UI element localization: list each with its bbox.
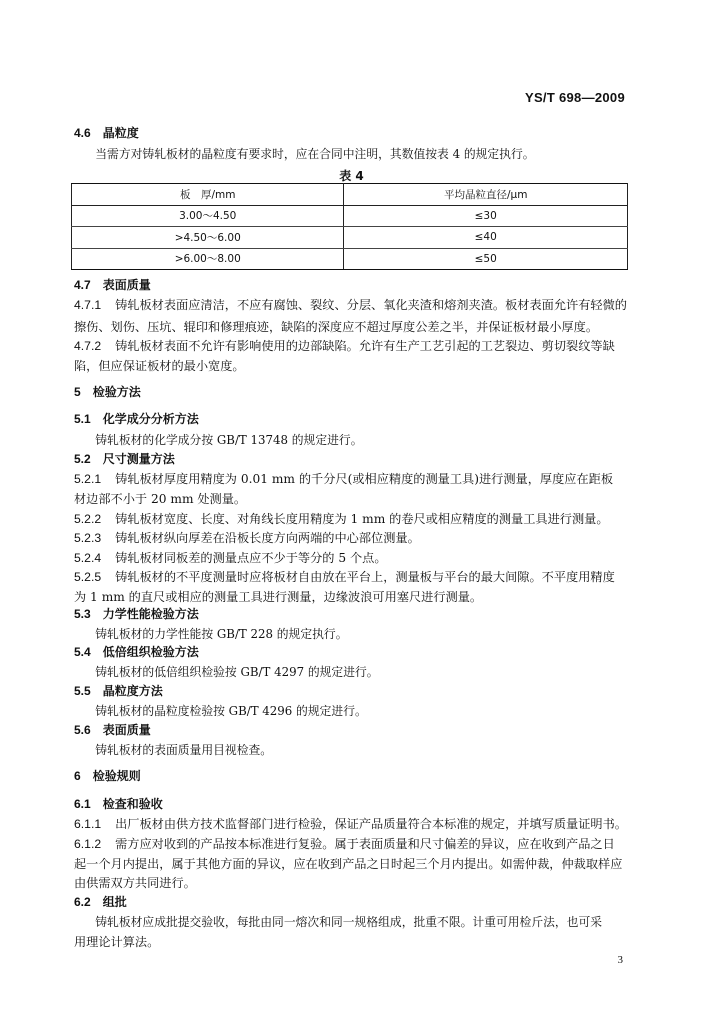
- section-title: 低倍组织检验方法: [102, 645, 199, 659]
- column-header-grain-diameter: 平均晶粒直径/μm: [344, 184, 628, 206]
- section-5-4-text: 铸轧板材的低倍组织检验按 GB/T 4297 的规定进行。: [95, 665, 379, 679]
- section-number: 6.1: [74, 797, 91, 811]
- clause-text: 铸轧板材的不平度测量时应将板材自由放在平台上，测量板与平台的最大间隙。不平度用精度: [115, 570, 615, 584]
- clause-4-7-1-line-2: 擦伤、划伤、压坑、辊印和修理痕迹，缺陷的深度应不超过厚度公差之半，并保证板材最小厚度。: [74, 320, 599, 334]
- section-number: 5.3: [74, 607, 91, 621]
- clause-5-2-4: [74, 549, 630, 567]
- clause-text: 出厂板材由供方技术监督部门进行检验，保证产品质量符合本标准的规定，并填写质量证明书。: [115, 817, 627, 831]
- section-5-3-text: 铸轧板材的力学性能按 GB/T 228 的规定执行。: [95, 627, 348, 641]
- clause-text: 铸轧板材同板差的测量点应不少于等分的 5 个点。: [115, 551, 387, 565]
- clause-5-2-1-line-1: [74, 470, 630, 488]
- section-title: 力学性能检验方法: [102, 607, 199, 621]
- section-number: 5.4: [74, 645, 91, 659]
- section-5-4-heading: [74, 643, 630, 661]
- section-number: 5.5: [74, 684, 91, 698]
- section-5-heading: [74, 383, 630, 401]
- clause-number: 5.2.2: [74, 512, 102, 526]
- cell-grain-diameter: ≤40: [344, 227, 628, 249]
- clause-number: 5.2.1: [74, 472, 102, 486]
- section-5-5-text: 铸轧板材的晶粒度检验按 GB/T 4296 的规定进行。: [95, 704, 367, 718]
- section-title: 晶粒度: [102, 126, 139, 140]
- clause-number: 4.7.2: [74, 339, 102, 353]
- section-number: 5.1: [74, 412, 91, 426]
- section-title: 尺寸测量方法: [102, 452, 175, 466]
- section-5-5-heading: [74, 682, 630, 700]
- section-number: 5.6: [74, 723, 91, 737]
- section-5-3-heading: [74, 605, 630, 623]
- clause-number: 4.7.1: [74, 298, 102, 312]
- clause-number: 5.2.4: [74, 551, 102, 565]
- document-code: YS/T 698—2009: [524, 90, 625, 105]
- table-4: [71, 183, 628, 270]
- clause-4-7-2-line-2: 陷，但应保证板材的最小宽度。: [74, 359, 245, 373]
- clause-6-1-2-line-1: [74, 835, 630, 853]
- section-5-2-heading: [74, 450, 630, 468]
- section-title: 检验方法: [92, 385, 141, 399]
- section-6-1-heading: [74, 795, 630, 813]
- clause-5-2-5-line-2: 为 1 mm 的直尺或相应的测量工具进行测量，边缘波浪可用塞尺进行测量。: [74, 590, 483, 604]
- clause-6-1-1: [74, 815, 630, 833]
- section-6-2-heading: [74, 893, 630, 911]
- section-number: 4.6: [74, 126, 91, 140]
- cell-thickness: 3.00～4.50: [72, 205, 344, 227]
- section-4-6-text: 当需方对铸轧板材的晶粒度有要求时，应在合同中注明，其数值按表 4 的规定执行。: [95, 147, 535, 161]
- section-5-6-text: 铸轧板材的表面质量用目视检查。: [95, 743, 273, 757]
- section-number: 4.7: [74, 278, 91, 292]
- section-5-1-text: 铸轧板材的化学成分按 GB/T 13748 的规定进行。: [95, 433, 363, 447]
- section-title: 表面质量: [102, 278, 151, 292]
- clause-number: 6.1.1: [74, 817, 102, 831]
- section-title: 检验规则: [92, 769, 141, 783]
- clause-6-1-2-line-2: 起一个月内提出，属于其他方面的异议，应在收到产品之日时起三个月内提出。如需仲裁，仲裁取样应: [74, 857, 623, 871]
- clause-number: 5.2.3: [74, 531, 102, 545]
- clause-5-2-5-line-1: [74, 568, 630, 586]
- table-row: [72, 205, 628, 227]
- clause-text: 铸轧板材宽度、长度、对角线长度用精度为 1 mm 的卷尺或相应精度的测量工具进行测量。: [115, 512, 609, 526]
- section-4-6-heading: [74, 124, 630, 142]
- cell-thickness: >4.50～6.00: [72, 227, 344, 249]
- section-number: 5: [74, 385, 81, 399]
- section-number: 6.2: [74, 895, 91, 909]
- table-row: [72, 248, 628, 270]
- column-header-thickness: 板 厚/mm: [72, 184, 344, 206]
- section-5-1-heading: [74, 410, 630, 428]
- page-number: 3: [617, 954, 623, 966]
- table-4-caption: 表 4: [339, 169, 364, 183]
- clause-text: 铸轧板材纵向厚差在沿板长度方向两端的中心部位测量。: [115, 531, 420, 545]
- section-6-2-line-2: 用理论计算法。: [74, 935, 160, 949]
- clause-6-1-2-line-3: 由供需双方共同进行。: [74, 876, 196, 890]
- clause-5-2-2: [74, 510, 630, 528]
- clause-number: 5.2.5: [74, 570, 102, 584]
- clause-5-2-3: [74, 529, 630, 547]
- section-number: 6: [74, 769, 81, 783]
- section-title: 检查和验收: [102, 797, 163, 811]
- clause-5-2-1-line-2: 材边部不小于 20 mm 处测量。: [74, 492, 247, 506]
- section-6-heading: [74, 767, 630, 785]
- table-row: [72, 227, 628, 249]
- section-title: 晶粒度方法: [102, 684, 163, 698]
- clause-text: 需方应对收到的产品按本标准进行复验。属于表面质量和尺寸偏差的异议，应在收到产品之日: [115, 837, 615, 851]
- cell-thickness: >6.00～8.00: [72, 248, 344, 270]
- cell-grain-diameter: ≤30: [344, 205, 628, 227]
- section-4-7-heading: [74, 276, 630, 294]
- clause-text: 铸轧板材表面不允许有影响使用的边部缺陷。允许有生产工艺引起的工艺裂边、剪切裂纹等缺: [115, 339, 615, 353]
- section-title: 化学成分分析方法: [102, 412, 199, 426]
- clause-text: 铸轧板材厚度用精度为 0.01 mm 的千分尺(或相应精度的测量工具)进行测量，厚度应在距板: [115, 472, 614, 486]
- clause-4-7-2-line-1: [74, 337, 630, 355]
- section-6-2-line-1: 铸轧板材应成批提交验收，每批由同一熔次和同一规格组成，批重不限。计重可用检斤法，也可采: [95, 915, 603, 929]
- cell-grain-diameter: ≤50: [344, 248, 628, 270]
- clause-text: 铸轧板材表面应清洁，不应有腐蚀、裂纹、分层、氧化夹渣和熔剂夹渣。板材表面允许有轻微的: [115, 298, 627, 312]
- table-header-row: [72, 184, 628, 206]
- clause-number: 6.1.2: [74, 837, 102, 851]
- clause-4-7-1-line-1: [74, 296, 630, 314]
- section-5-6-heading: [74, 721, 630, 739]
- section-number: 5.2: [74, 452, 91, 466]
- section-title: 表面质量: [102, 723, 151, 737]
- section-title: 组批: [102, 895, 127, 909]
